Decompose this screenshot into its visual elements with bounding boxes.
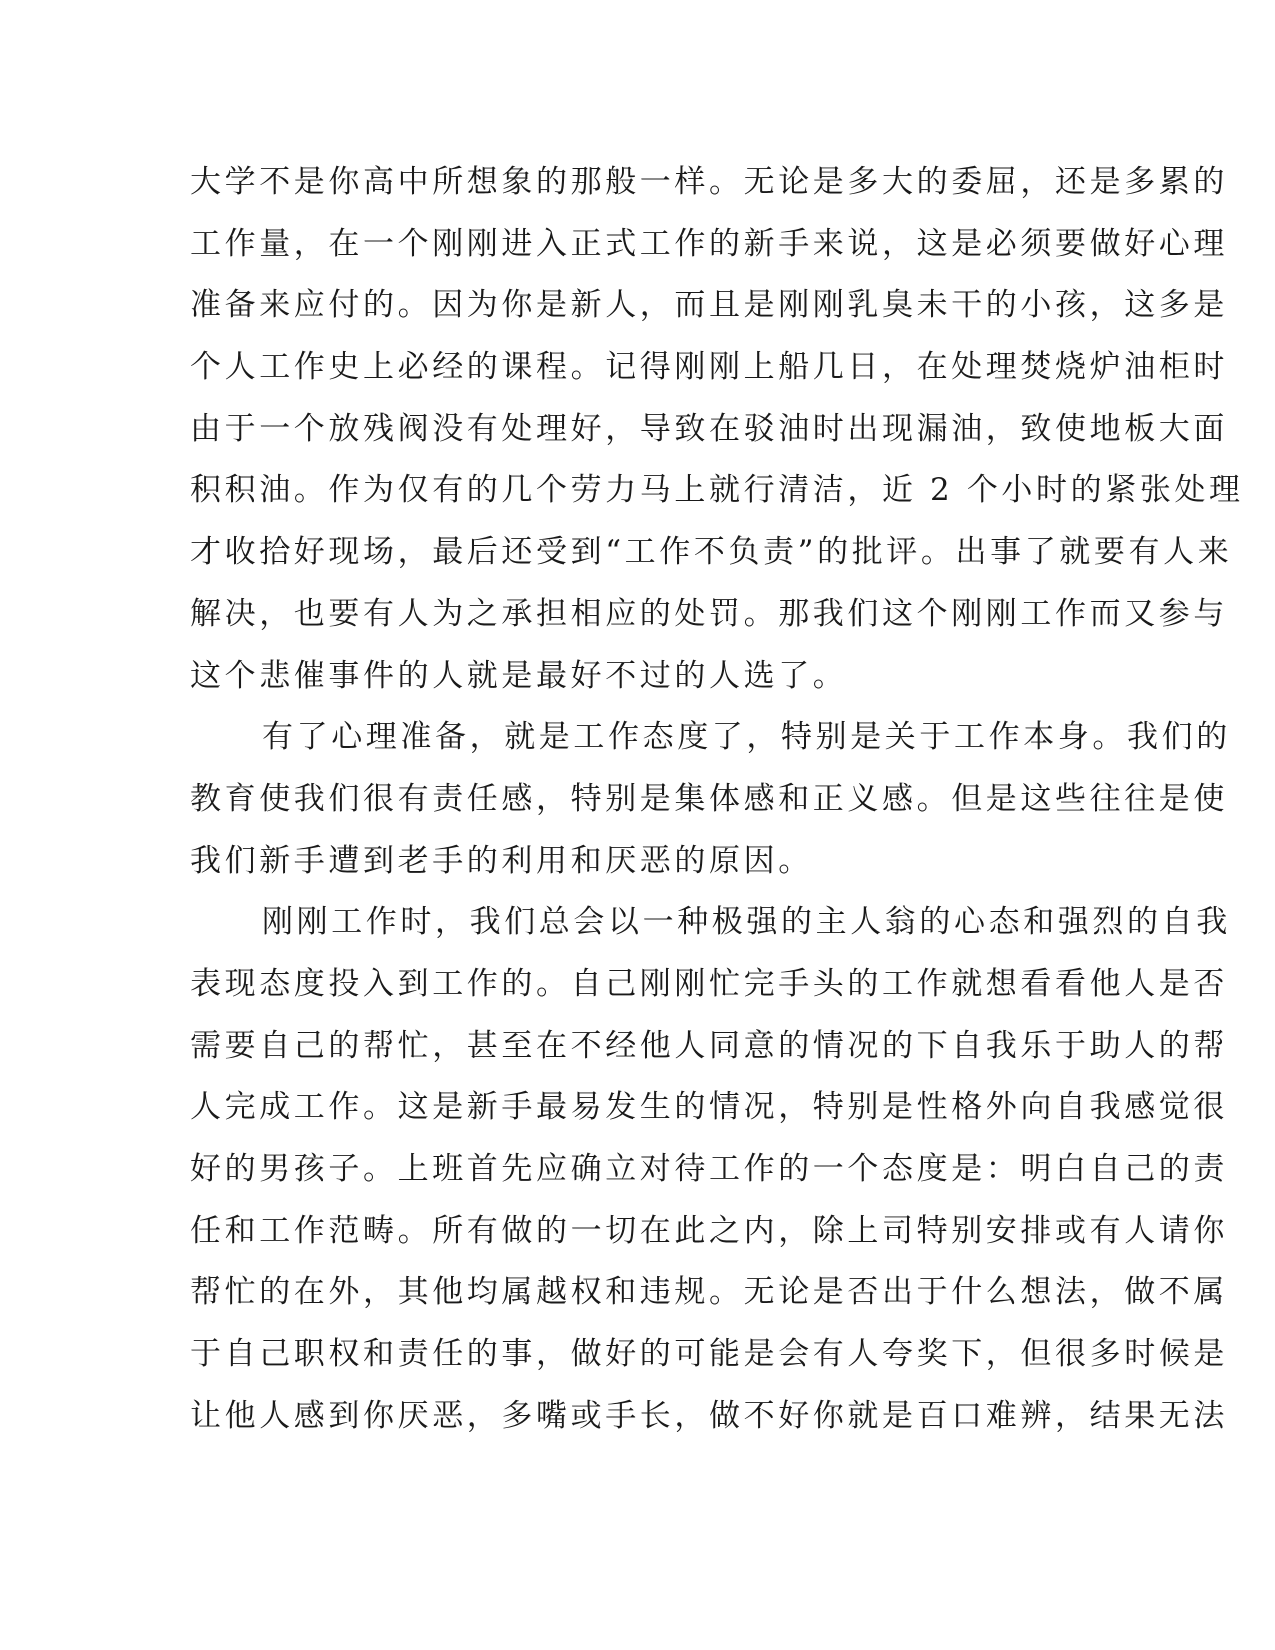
text-line: 人完成工作。这是新手最易发生的情况，特别是性格外向自我感觉很: [190, 1089, 1228, 1126]
text-line: 于自己职权和责任的事，做好的可能是会有人夸奖下，但很多时候是: [190, 1336, 1228, 1373]
text-line: 有了心理准备，就是工作态度了，特别是关于工作本身。我们的: [262, 719, 1231, 756]
text-line: 大学不是你高中所想象的那般一样。无论是多大的委屈，还是多累的: [190, 164, 1228, 200]
text-line: 表现态度投入到工作的。自己刚刚忙完手头的工作就想看看他人是否: [190, 965, 1228, 1002]
text-line: 才收拾好现场，最后还受到“工作不负责”的批评。出事了就要有人来: [190, 534, 1233, 571]
text-line: 我们新手遭到老手的利用和厌恶的原因。: [190, 842, 813, 879]
text-line: 帮忙的在外，其他均属越权和违规。无论是否出于什么想法，做不属: [190, 1274, 1228, 1311]
text-line: 教育使我们很有责任感，特别是集体感和正义感。但是这些往往是使: [190, 780, 1228, 817]
text-line: 工作量，在一个刚刚进入正式工作的新手来说，这是必须要做好心理: [190, 225, 1228, 262]
text-line: 解决，也要有人为之承担相应的处罚。那我们这个刚刚工作而又参与: [190, 595, 1228, 632]
paragraph-3: [190, 902, 1231, 1457]
text-line: 好的男孩子。上班首先应确立对待工作的一个态度是：明白自己的责: [190, 1151, 1228, 1187]
text-line: 需要自己的帮忙，甚至在不经他人同意的情况的下自我乐于助人的帮: [190, 1027, 1228, 1064]
paragraph-1: [190, 162, 1244, 717]
text-line: 刚刚工作时，我们总会以一种极强的主人翁的心态和强烈的自我: [262, 904, 1231, 941]
text-line: 让他人感到你厌恶，多嘴或手长，做不好你就是百口难辨，结果无法: [190, 1397, 1228, 1434]
text-line: 个人工作史上必经的课程。记得刚刚上船几日，在处理焚烧炉油柜时: [190, 349, 1228, 386]
paragraph-2: [190, 717, 1231, 902]
text-line: 由于一个放残阀没有处理好，导致在驳油时出现漏油，致使地板大面: [190, 410, 1228, 447]
text-line: 积积油。作为仅有的几个劳力马上就行清洁，近 2 个小时的紧张处理: [190, 472, 1244, 509]
text-line: 任和工作范畴。所有做的一切在此之内，除上司特别安排或有人请你: [190, 1212, 1228, 1249]
text-line: 这个悲催事件的人就是最好不过的人选了。: [190, 657, 848, 694]
document-body: [190, 162, 1244, 1457]
text-line: 准备来应付的。因为你是新人，而且是刚刚乳臭未干的小孩，这多是: [190, 287, 1228, 324]
